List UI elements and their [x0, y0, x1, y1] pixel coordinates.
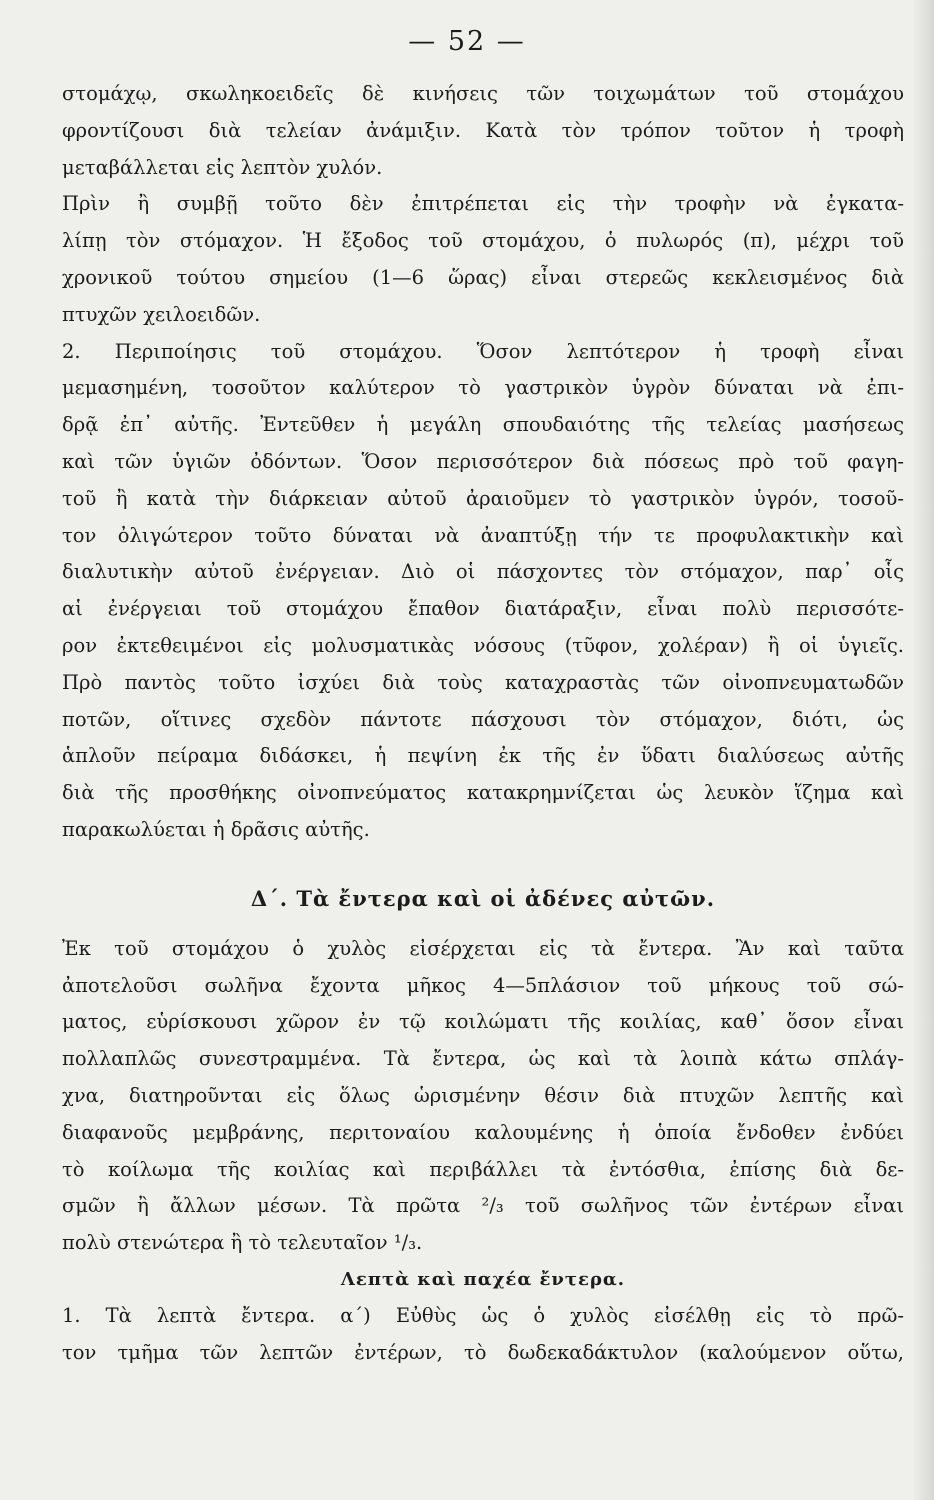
text-line: πτυχῶν χειλοειδῶν. — [62, 302, 261, 326]
text-line: τον τμῆμα τῶν λεπτῶν ἐντέρων, τὸ δωδεκαδάκτυλον (καλούμενον οὕτω, — [62, 1340, 904, 1364]
text-line: 1. Τὰ λεπτὰ ἔντερα. α΄) Εὐθὺς ὡς ὁ χυλὸς εἰσέλθῃ εἰς τὸ πρῶ- — [62, 1303, 904, 1327]
text-line: ρον ἐκτεθειμένοι εἰς μολυσματικὰς νόσους (τῦφον, χολέραν) ἢ οἱ ὑγιεῖς. — [62, 633, 904, 657]
text-line: διαλυτικὴν αὐτοῦ ἐνέργειαν. Διὸ οἱ πάσχοντες τὸν στόμαχον, παρ᾽ οἷς — [62, 560, 904, 584]
section-gap — [62, 919, 904, 931]
text-line: Ἐκ τοῦ στομάχου ὁ χυλὸς εἰσέρχεται εἰς τὰ ἔντερα. Ἂν καὶ ταῦτα — [62, 936, 904, 960]
section-heading: Δ΄. Τὰ ἔντερα καὶ οἱ ἀδένες αὐτῶν. — [250, 885, 716, 911]
text-line: διαφανοῦς μεμβράνης, περιτοναίου καλουμένης ἡ ὁποία ἔνδοθεν ἐνδύει — [62, 1120, 904, 1144]
section-gap — [62, 849, 904, 879]
text-line: Πρὶν ἢ συμβῇ τοῦτο δὲν ἐπιτρέπεται εἰς τὴν τροφὴν νὰ ἐγκατα- — [62, 192, 904, 216]
page-binding-shadow — [912, 0, 934, 1500]
text-line: 2. Περιποίησις τοῦ στομάχου. Ὅσον λεπτότερον ἡ τροφὴ εἶναι — [62, 339, 904, 363]
text-line: ἀποτελοῦσι σωλῆνα ἔχοντα μῆκος 4—5πλάσιον τοῦ μήκους τοῦ σώ- — [62, 973, 904, 997]
text-line: μεμασημένη, τοσοῦτον καλύτερον τὸ γαστρικὸν ὑγρὸν δύναται νὰ ἐπι- — [62, 376, 904, 400]
text-line: πολὺ στενώτερα ἢ τὸ τελευταῖον ¹/₃. — [62, 1231, 423, 1255]
text-line: ποτῶν, οἵτινες σχεδὸν πάντοτε πάσχουσι τὸν στόμαχον, διότι, ὡς — [62, 707, 904, 731]
text-line: ἁπλοῦν πείραμα διδάσκει, ἡ πεψίνη ἐκ τῆς ἐν ὕδατι διαλύσεως αὐτῆς — [62, 744, 904, 768]
text-line: χνα, διατηροῦνται εἰς ὅλως ὡρισμένην θέσιν διὰ πτυχῶν λεπτῆς καὶ — [62, 1083, 904, 1107]
text-line: λίπῃ τὸν στόμαχον. Ἡ ἔξοδος τοῦ στομάχου, ὁ πυλωρός (π), μέχρι τοῦ — [62, 229, 904, 253]
text-line: πολλαπλῶς συνεστραμμένα. Τὰ ἔντερα, ὡς καὶ τὰ λοιπὰ κάτω σπλάγ- — [62, 1047, 904, 1071]
text-line: καὶ τῶν ὑγιῶν ὀδόντων. Ὅσον περισσότερον διὰ πόσεως πρὸ τοῦ φαγη- — [62, 449, 904, 473]
text-line: δρᾷ ἐπ᾽ αὐτῆς. Ἐντεῦθεν ἡ μεγάλη σπουδαιότης τῆς τελείας μασήσεως — [62, 413, 904, 437]
subsection-heading: Λεπτὰ καὶ παχέα ἔντερα. — [340, 1268, 626, 1290]
body-text — [62, 76, 904, 1372]
text-line: τον ὀλιγώτερον τοῦτο δύναται νὰ ἀναπτύξῃ τήν τε προφυλακτικὴν καὶ — [62, 523, 904, 547]
text-line: τὸ κοίλωμα τῆς κοιλίας καὶ περιβάλλει τὰ ἐντόσθια, ἐπίσης διὰ δε- — [62, 1157, 904, 1181]
text-line: μεταβάλλεται εἰς λεπτὸν χυλόν. — [62, 155, 383, 179]
page-number: — 52 — — [408, 26, 526, 57]
text-line: χρονικοῦ τούτου σημείου (1—6 ὥρας) εἶναι στερεῶς κεκλεισμένος διὰ — [62, 265, 904, 289]
text-line: ματος, εὑρίσκουσι χῶρον ἐν τῷ κοιλώματι τῆς κοιλίας, καθ᾽ ὅσον εἶναι — [62, 1010, 904, 1034]
text-line: στομάχῳ, σκωληκοειδεῖς δὲ κινήσεις τῶν τοιχωμάτων τοῦ στομάχου — [62, 82, 904, 105]
text-line: Πρὸ παντὸς τοῦτο ἰσχύει διὰ τοὺς καταχραστὰς τῶν οἰνοπνευματωδῶν — [62, 670, 904, 694]
text-line: αἱ ἐνέργειαι τοῦ στομάχου ἔπαθον διατάραξιν, εἶναι πολὺ περισσότε- — [62, 597, 904, 621]
text-line: φροντίζουσι διὰ τελείαν ἀνάμιξιν. Κατὰ τὸν τρόπον τοῦτον ἡ τροφὴ — [62, 118, 904, 142]
text-line: τοῦ ἢ κατὰ τὴν διάρκειαν αὐτοῦ ἀραιοῦμεν τὸ γαστρικὸν ὑγρόν, τοσοῦ- — [62, 486, 904, 510]
text-line: σμῶν ἢ ἄλλων μέσων. Τὰ πρῶτα ²/₃ τοῦ σωλῆνος τῶν ἐντέρων εἶναι — [62, 1194, 904, 1218]
text-line: παρακωλύεται ἡ δρᾶσις αὐτῆς. — [62, 817, 370, 841]
text-line: διὰ τῆς προσθήκης οἰνοπνεύματος κατακρημνίζεται ὡς λευκὸν ἵζημα καὶ — [62, 781, 904, 805]
